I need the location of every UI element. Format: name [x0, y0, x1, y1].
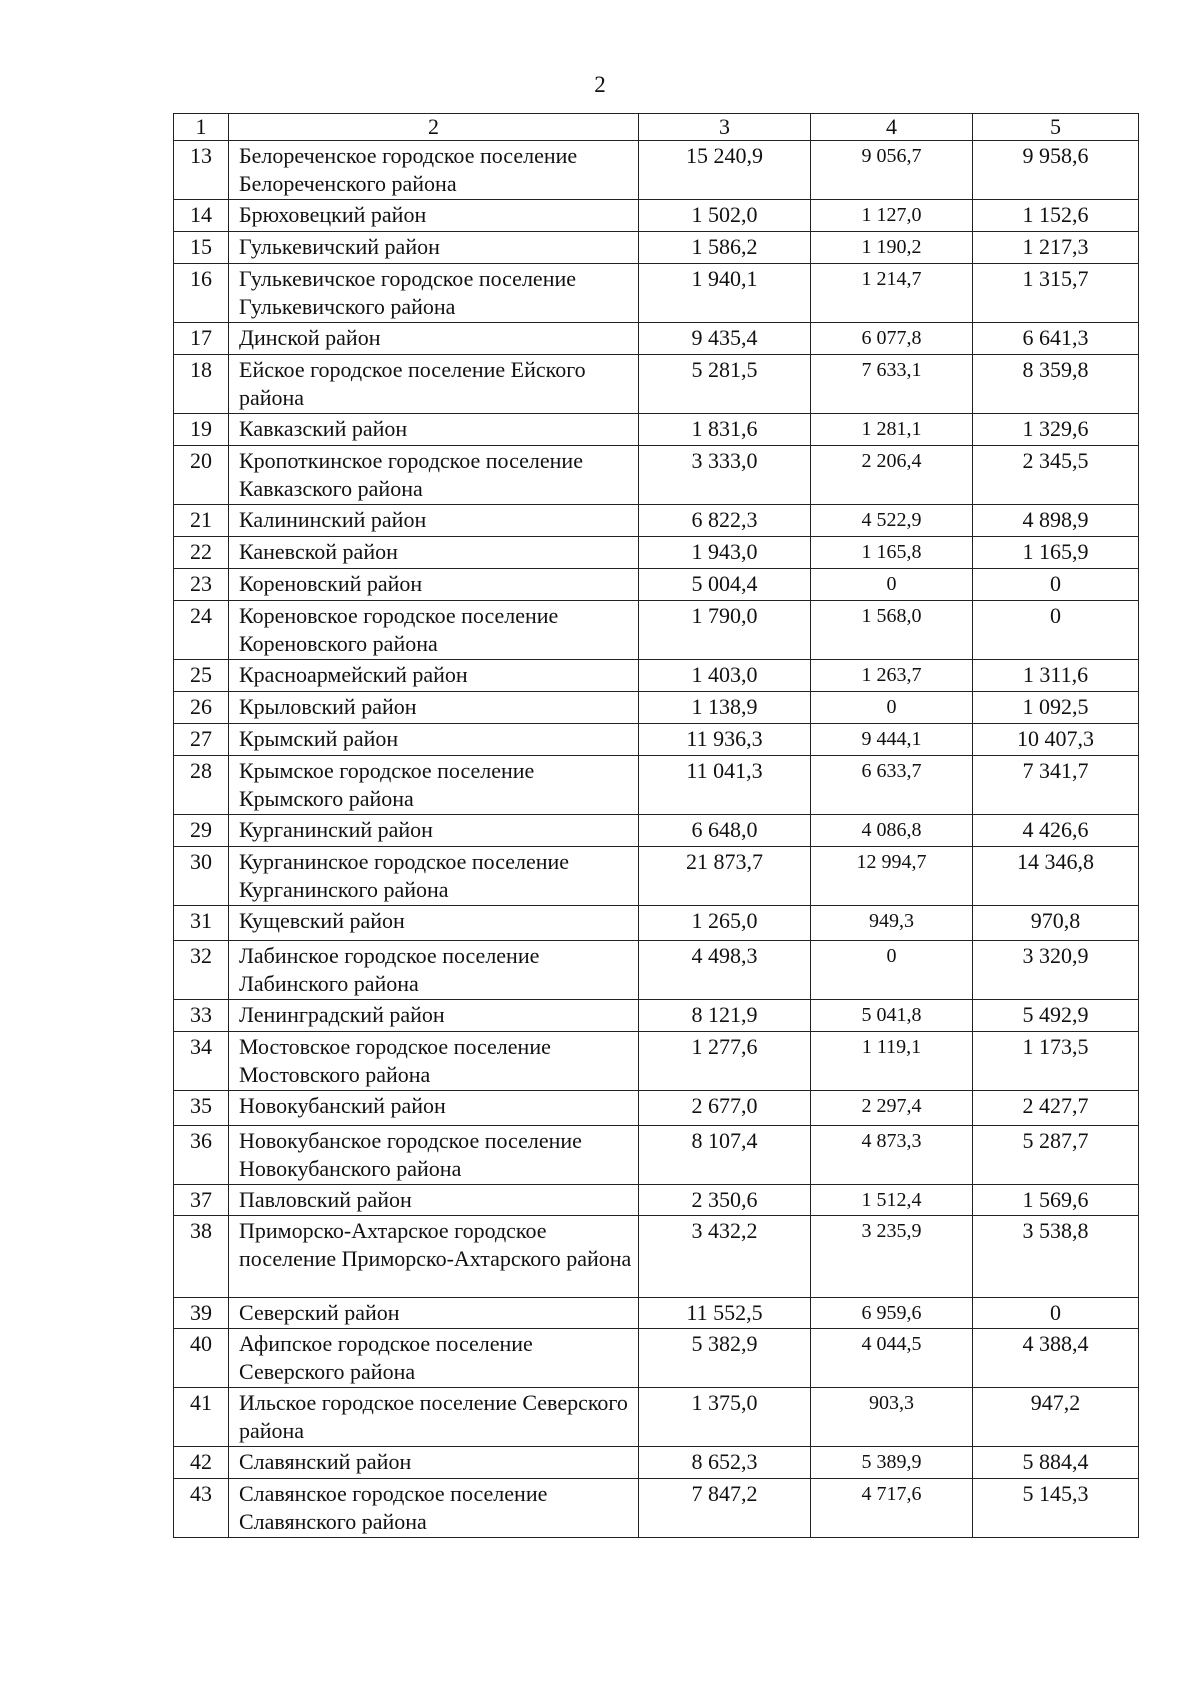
value-col-4: 0 — [811, 692, 973, 724]
row-number: 33 — [174, 1000, 229, 1032]
value-col-4: 0 — [811, 941, 973, 1000]
value-col-5: 1 315,7 — [973, 264, 1139, 323]
municipality-name: Крымское городское поселение Крымского района — [229, 756, 639, 815]
value-col-4: 1 165,8 — [811, 537, 973, 569]
table-row — [174, 537, 1139, 569]
municipality-name: Ленинградский район — [229, 1000, 639, 1032]
municipality-name: Ильское городское поселение Северского района — [229, 1388, 639, 1447]
column-header: 5 — [973, 114, 1139, 141]
table-row — [174, 200, 1139, 232]
municipality-name: Кропоткинское городское поселение Кавказского района — [229, 446, 639, 505]
row-number: 16 — [174, 264, 229, 323]
value-col-5: 1 152,6 — [973, 200, 1139, 232]
municipality-name: Лабинское городское поселение Лабинского района — [229, 941, 639, 1000]
value-col-5: 7 341,7 — [973, 756, 1139, 815]
data-table — [173, 113, 1139, 1538]
table-row — [174, 724, 1139, 756]
value-col-4: 6 633,7 — [811, 756, 973, 815]
value-col-5: 5 884,4 — [973, 1447, 1139, 1479]
table-header-row — [174, 114, 1139, 141]
value-col-5: 5 492,9 — [973, 1000, 1139, 1032]
value-col-5: 1 569,6 — [973, 1185, 1139, 1216]
row-number: 13 — [174, 141, 229, 200]
value-col-4: 5 389,9 — [811, 1447, 973, 1479]
municipality-name: Славянское городское поселение Славянского района — [229, 1479, 639, 1538]
table-row — [174, 601, 1139, 660]
value-col-5: 1 165,9 — [973, 537, 1139, 569]
value-col-4: 0 — [811, 569, 973, 601]
value-col-4: 1 512,4 — [811, 1185, 973, 1216]
value-col-5: 1 311,6 — [973, 660, 1139, 692]
municipality-name: Славянский район — [229, 1447, 639, 1479]
value-col-5: 1 329,6 — [973, 414, 1139, 446]
column-header: 4 — [811, 114, 973, 141]
value-col-5: 3 320,9 — [973, 941, 1139, 1000]
column-header: 3 — [639, 114, 811, 141]
table-row — [174, 569, 1139, 601]
row-number: 29 — [174, 815, 229, 847]
value-col-4: 9 444,1 — [811, 724, 973, 756]
value-col-3: 1 790,0 — [639, 601, 811, 660]
municipality-name: Афипское городское поселение Северского района — [229, 1329, 639, 1388]
value-col-4: 4 086,8 — [811, 815, 973, 847]
value-col-4: 6 077,8 — [811, 323, 973, 355]
value-col-3: 5 281,5 — [639, 355, 811, 414]
row-number: 21 — [174, 505, 229, 537]
value-col-5: 1 092,5 — [973, 692, 1139, 724]
row-number: 34 — [174, 1032, 229, 1091]
value-col-4: 1 190,2 — [811, 232, 973, 264]
row-number: 17 — [174, 323, 229, 355]
value-col-5: 2 427,7 — [973, 1091, 1139, 1126]
value-col-4: 2 297,4 — [811, 1091, 973, 1126]
value-col-3: 8 107,4 — [639, 1126, 811, 1185]
value-col-4: 3 235,9 — [811, 1216, 973, 1298]
value-col-5: 10 407,3 — [973, 724, 1139, 756]
value-col-4: 4 873,3 — [811, 1126, 973, 1185]
value-col-3: 2 677,0 — [639, 1091, 811, 1126]
table-row — [174, 1479, 1139, 1538]
municipality-name: Кореновское городское поселение Кореновского района — [229, 601, 639, 660]
row-number: 23 — [174, 569, 229, 601]
table-row — [174, 355, 1139, 414]
value-col-5: 5 287,7 — [973, 1126, 1139, 1185]
value-col-5: 970,8 — [973, 906, 1139, 941]
municipality-name: Крыловский район — [229, 692, 639, 724]
column-header: 1 — [174, 114, 229, 141]
value-col-5: 6 641,3 — [973, 323, 1139, 355]
row-number: 36 — [174, 1126, 229, 1185]
row-number: 19 — [174, 414, 229, 446]
value-col-3: 1 138,9 — [639, 692, 811, 724]
value-col-4: 903,3 — [811, 1388, 973, 1447]
value-col-3: 8 652,3 — [639, 1447, 811, 1479]
municipality-name: Павловский район — [229, 1185, 639, 1216]
value-col-4: 1 214,7 — [811, 264, 973, 323]
row-number: 42 — [174, 1447, 229, 1479]
value-col-4: 5 041,8 — [811, 1000, 973, 1032]
value-col-3: 11 552,5 — [639, 1298, 811, 1329]
value-col-3: 6 822,3 — [639, 505, 811, 537]
row-number: 32 — [174, 941, 229, 1000]
municipality-name: Курганинское городское поселение Курганинского района — [229, 847, 639, 906]
value-col-5: 0 — [973, 601, 1139, 660]
table-row — [174, 1447, 1139, 1479]
value-col-3: 1 403,0 — [639, 660, 811, 692]
table-row — [174, 847, 1139, 906]
table-row — [174, 414, 1139, 446]
row-number: 38 — [174, 1216, 229, 1298]
value-col-3: 1 375,0 — [639, 1388, 811, 1447]
table-row — [174, 1329, 1139, 1388]
row-number: 28 — [174, 756, 229, 815]
value-col-5: 8 359,8 — [973, 355, 1139, 414]
municipality-name: Брюховецкий район — [229, 200, 639, 232]
municipality-name: Калининский район — [229, 505, 639, 537]
value-col-4: 4 044,5 — [811, 1329, 973, 1388]
value-col-5: 4 898,9 — [973, 505, 1139, 537]
table-row — [174, 1216, 1139, 1298]
value-col-4: 6 959,6 — [811, 1298, 973, 1329]
value-col-3: 8 121,9 — [639, 1000, 811, 1032]
municipality-name: Кореновский район — [229, 569, 639, 601]
table-row — [174, 446, 1139, 505]
row-number: 22 — [174, 537, 229, 569]
column-header: 2 — [229, 114, 639, 141]
page-number: 2 — [594, 72, 606, 97]
table-row — [174, 323, 1139, 355]
table-row — [174, 264, 1139, 323]
table-row — [174, 692, 1139, 724]
table-row — [174, 1298, 1139, 1329]
value-col-4: 1 127,0 — [811, 200, 973, 232]
value-col-3: 2 350,6 — [639, 1185, 811, 1216]
table-row — [174, 505, 1139, 537]
value-col-3: 1 586,2 — [639, 232, 811, 264]
value-col-5: 0 — [973, 569, 1139, 601]
value-col-4: 1 281,1 — [811, 414, 973, 446]
value-col-5: 3 538,8 — [973, 1216, 1139, 1298]
municipality-name: Новокубанский район — [229, 1091, 639, 1126]
value-col-5: 4 388,4 — [973, 1329, 1139, 1388]
value-col-3: 21 873,7 — [639, 847, 811, 906]
value-col-3: 5 382,9 — [639, 1329, 811, 1388]
value-col-3: 4 498,3 — [639, 941, 811, 1000]
municipality-name: Гулькевичское городское поселение Гулькевичского района — [229, 264, 639, 323]
value-col-3: 1 943,0 — [639, 537, 811, 569]
municipality-name: Гулькевичский район — [229, 232, 639, 264]
municipality-name: Приморско-Ахтарское городское поселение Приморско-Ахтарского района — [229, 1216, 639, 1298]
table-row — [174, 1000, 1139, 1032]
table-row — [174, 1388, 1139, 1447]
row-number: 15 — [174, 232, 229, 264]
value-col-3: 11 041,3 — [639, 756, 811, 815]
value-col-5: 4 426,6 — [973, 815, 1139, 847]
value-col-5: 0 — [973, 1298, 1139, 1329]
table-row — [174, 1032, 1139, 1091]
value-col-3: 5 004,4 — [639, 569, 811, 601]
row-number: 14 — [174, 200, 229, 232]
municipality-name: Мостовское городское поселение Мостовского района — [229, 1032, 639, 1091]
table-row — [174, 941, 1139, 1000]
municipality-name: Кавказский район — [229, 414, 639, 446]
value-col-4: 1 263,7 — [811, 660, 973, 692]
value-col-5: 1 173,5 — [973, 1032, 1139, 1091]
row-number: 31 — [174, 906, 229, 941]
value-col-4: 949,3 — [811, 906, 973, 941]
municipality-name: Динской район — [229, 323, 639, 355]
table-row — [174, 1185, 1139, 1216]
municipality-name: Красноармейский район — [229, 660, 639, 692]
row-number: 18 — [174, 355, 229, 414]
value-col-4: 4 717,6 — [811, 1479, 973, 1538]
municipality-name: Ейское городское поселение Ейского района — [229, 355, 639, 414]
value-col-5: 947,2 — [973, 1388, 1139, 1447]
value-col-3: 6 648,0 — [639, 815, 811, 847]
row-number: 35 — [174, 1091, 229, 1126]
row-number: 41 — [174, 1388, 229, 1447]
table-row — [174, 815, 1139, 847]
value-col-4: 1 568,0 — [811, 601, 973, 660]
table-row — [174, 906, 1139, 941]
row-number: 30 — [174, 847, 229, 906]
value-col-4: 4 522,9 — [811, 505, 973, 537]
value-col-3: 3 432,2 — [639, 1216, 811, 1298]
table-row — [174, 1091, 1139, 1126]
table-row — [174, 1126, 1139, 1185]
row-number: 43 — [174, 1479, 229, 1538]
municipality-name: Каневской район — [229, 537, 639, 569]
value-col-3: 3 333,0 — [639, 446, 811, 505]
row-number: 25 — [174, 660, 229, 692]
value-col-3: 9 435,4 — [639, 323, 811, 355]
table-row — [174, 141, 1139, 200]
row-number: 37 — [174, 1185, 229, 1216]
table-row — [174, 660, 1139, 692]
value-col-4: 12 994,7 — [811, 847, 973, 906]
value-col-3: 1 502,0 — [639, 200, 811, 232]
value-col-4: 7 633,1 — [811, 355, 973, 414]
row-number: 27 — [174, 724, 229, 756]
row-number: 40 — [174, 1329, 229, 1388]
row-number: 20 — [174, 446, 229, 505]
value-col-3: 1 831,6 — [639, 414, 811, 446]
value-col-4: 1 119,1 — [811, 1032, 973, 1091]
row-number: 26 — [174, 692, 229, 724]
table-row — [174, 756, 1139, 815]
value-col-5: 14 346,8 — [973, 847, 1139, 906]
value-col-3: 1 265,0 — [639, 906, 811, 941]
value-col-3: 7 847,2 — [639, 1479, 811, 1538]
value-col-5: 2 345,5 — [973, 446, 1139, 505]
table-row — [174, 232, 1139, 264]
value-col-3: 15 240,9 — [639, 141, 811, 200]
municipality-name: Крымский район — [229, 724, 639, 756]
municipality-name: Белореченское городское поселение Белореченского района — [229, 141, 639, 200]
value-col-5: 1 217,3 — [973, 232, 1139, 264]
value-col-4: 9 056,7 — [811, 141, 973, 200]
row-number: 39 — [174, 1298, 229, 1329]
value-col-5: 5 145,3 — [973, 1479, 1139, 1538]
municipality-name: Кущевский район — [229, 906, 639, 941]
value-col-4: 2 206,4 — [811, 446, 973, 505]
municipality-name: Северский район — [229, 1298, 639, 1329]
municipality-name: Курганинский район — [229, 815, 639, 847]
municipality-name: Новокубанское городское поселение Новокубанского района — [229, 1126, 639, 1185]
value-col-3: 1 940,1 — [639, 264, 811, 323]
value-col-5: 9 958,6 — [973, 141, 1139, 200]
value-col-3: 11 936,3 — [639, 724, 811, 756]
row-number: 24 — [174, 601, 229, 660]
value-col-3: 1 277,6 — [639, 1032, 811, 1091]
